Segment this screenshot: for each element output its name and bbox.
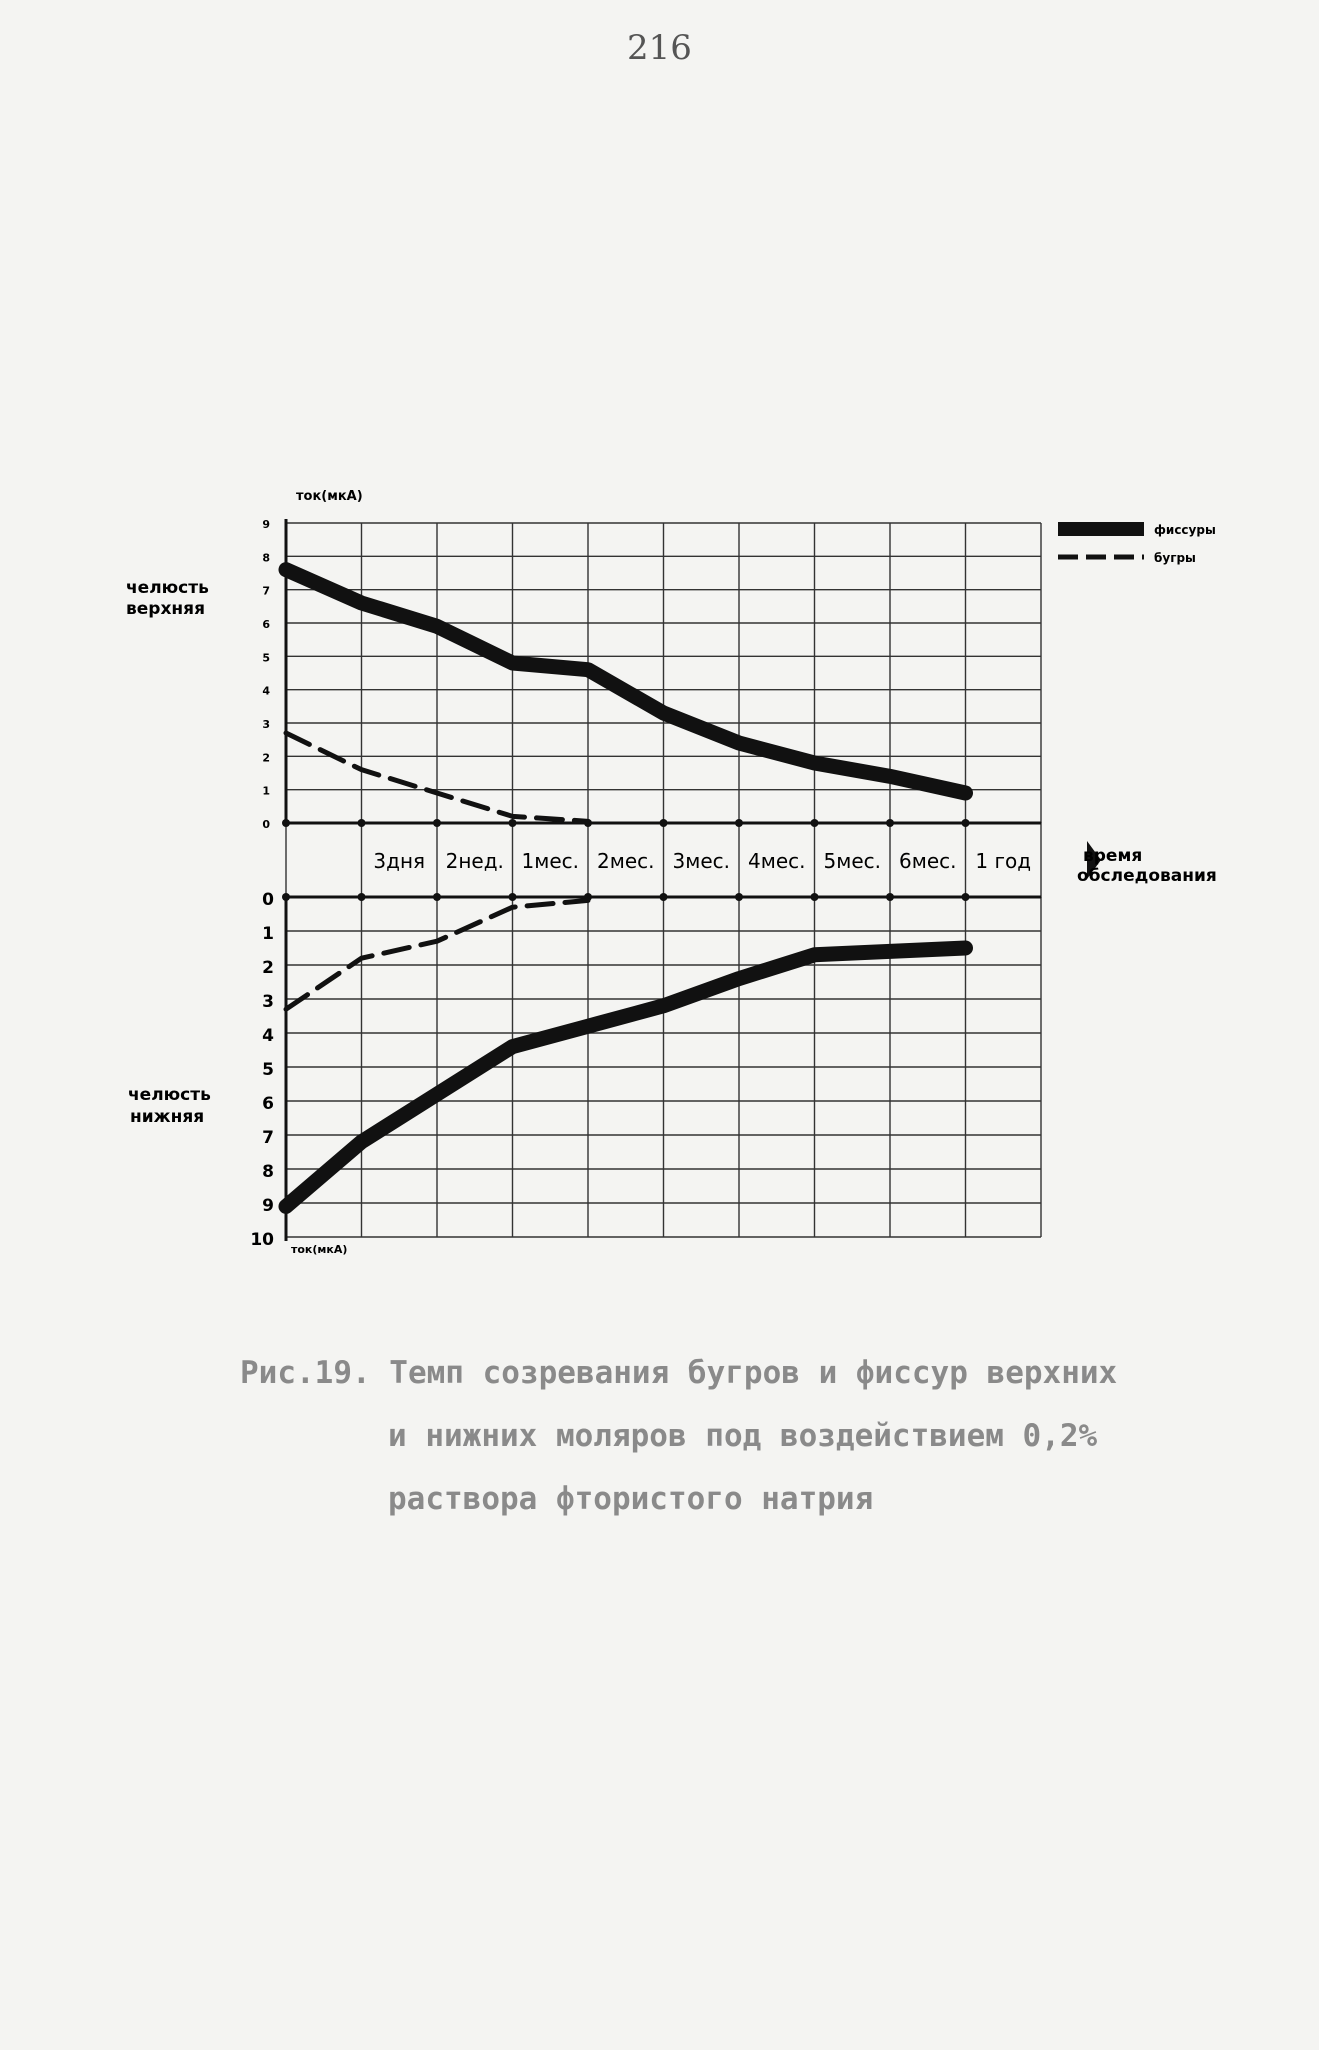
x-tick-label: 3дня [373,849,426,873]
series [286,570,966,1207]
axis-dot [811,819,819,827]
row-label-lower-line-1: челюсть [128,1085,211,1105]
y-tick-label-lower: 2 [262,958,274,978]
y-tick-label-upper: 6 [262,618,270,631]
axis-dot [509,819,517,827]
legend-label: фиссуры [1154,523,1216,537]
row-label-upper-line-1: челюсть [126,578,209,598]
axis-dot [811,893,819,901]
y-tick-label-lower: 5 [262,1060,274,1080]
y-tick-label-upper: 8 [262,551,270,565]
labels [126,489,1217,1256]
axis-dot [358,819,366,827]
y-tick-label-lower: 10 [250,1230,274,1250]
x-axis-label-line-1: время [1083,846,1143,866]
y-tick-label-upper: 5 [262,651,270,665]
axis-dot [282,819,290,827]
axis-dot [433,819,441,827]
axes [282,519,1101,1241]
y-tick-label-upper: 7 [262,584,270,598]
figure-caption-line-1: Рис.19. Темп созревания бугров и фиссур верхних [240,1355,1118,1391]
figure-caption-line-2: и нижних моляров под воздействием 0,2% [388,1418,1098,1454]
y-tick-label-lower: 0 [262,890,274,910]
axis-dot [886,819,894,827]
axis-dot [660,819,668,827]
axis-dot [358,893,366,901]
y-tick-label-upper: 0 [262,818,270,831]
y-tick-label-lower: 6 [262,1094,274,1114]
axis-dot [509,893,517,901]
series-line-upper-solid [286,570,966,793]
series-line-lower-solid [286,948,966,1206]
x-tick-label: 6мес. [899,849,957,873]
x-axis-label-line-2: обследования [1077,866,1217,886]
axis-dot [660,893,668,901]
y-axis-label-lower: ток(мкА) [291,1243,348,1256]
axis-dot [433,893,441,901]
x-tick-label: 4мес. [748,849,806,873]
y-tick-label-lower: 8 [262,1162,274,1182]
axis-dot [962,893,970,901]
y-tick-label-upper: 9 [262,518,270,531]
y-tick-label-upper: 4 [262,684,270,698]
x-tick-label: 1мес. [521,849,579,873]
x-tick-label: 2нед. [445,849,504,873]
y-tick-label-lower: 3 [262,992,274,1012]
x-tick-label: 3мес. [672,849,730,873]
figure-caption-line-3: раствора фтористого натрия [388,1481,874,1517]
axis-dot [962,819,970,827]
axis-dot [735,893,743,901]
axis-dot [282,893,290,901]
y-tick-label-lower: 4 [262,1026,274,1046]
y-tick-label-lower: 9 [262,1196,274,1216]
y-tick-label-lower: 1 [262,924,274,944]
row-label-upper-line-2: верхняя [126,599,205,619]
y-tick-label-upper: 3 [262,718,270,731]
legend-label: бугры [1154,551,1196,565]
y-tick-label-upper: 1 [262,784,270,798]
axis-dot [735,819,743,827]
y-axis-label-upper: ток(мкА) [296,489,363,504]
legend [1058,523,1216,565]
x-tick-label: 2мес. [597,849,655,873]
row-label-lower-line-2: нижняя [130,1107,205,1127]
x-tick-label: 1 год [975,849,1032,873]
y-tick-label-lower: 7 [262,1128,274,1148]
page-number: 216 [627,28,692,68]
grid [286,523,1041,1237]
axis-dot [886,893,894,901]
y-tick-label-upper: 2 [262,751,270,765]
x-tick-label: 5мес. [823,849,881,873]
